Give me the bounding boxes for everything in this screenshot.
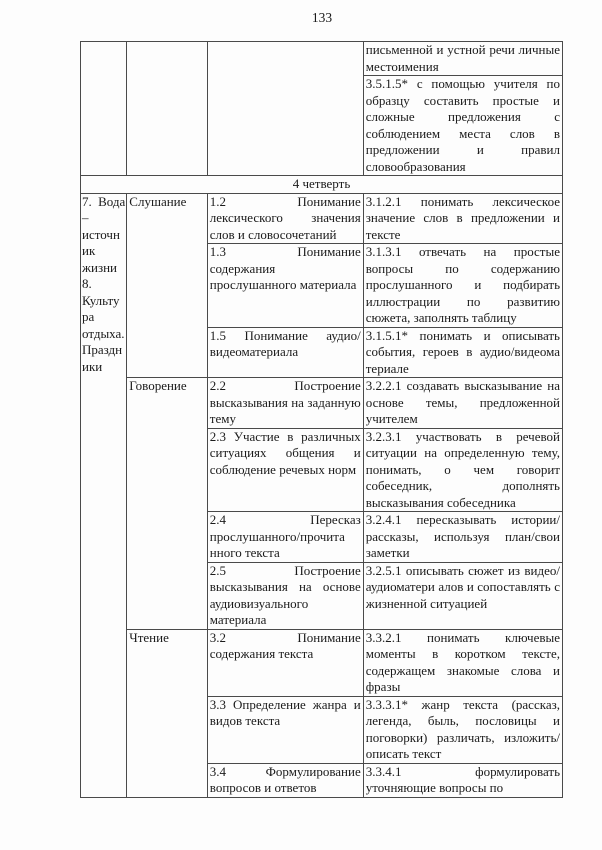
- subskill-cell: 1.3 Понимание содержания прослушанного материала: [207, 244, 363, 328]
- objective-cell: 3.3.4.1 формулировать уточняющие вопросы по: [363, 763, 562, 797]
- objective-cell: 3.3.2.1 понимать ключевые моменты в коротком тексте, содержащем знакомые слова и фразы: [363, 629, 562, 696]
- objective-cell: 3.1.2.1 понимать лексическое значение слов в предложении и тексте: [363, 193, 562, 244]
- skill-cell: Говорение: [127, 378, 208, 630]
- objective-cell: письменной и устной речи личные местоимения: [363, 42, 562, 76]
- skill-cell: Чтение: [127, 629, 208, 797]
- objective-cell: 3.2.2.1 создавать высказывание на основе темы, предложенной учителем: [363, 378, 562, 429]
- subskill-cell: 1.2 Понимание лексического значения слов и словосочетаний: [207, 193, 363, 244]
- subskill-cell: 3.2 Понимание содержания текста: [207, 629, 363, 696]
- subskill-cell: 2.4 Пересказ прослушанного/прочита нного текста: [207, 512, 363, 563]
- objective-cell: 3.2.5.1 описывать сюжет из видео/аудиоматери алов и сопоставлять с жизненной ситуацией: [363, 562, 562, 629]
- subskill-cell: 3.3 Определение жанра и видов текста: [207, 696, 363, 763]
- objective-cell: 3.5.1.5* с помощью учителя по образцу составить простые и сложные предложения с соблюдением места слов в предложении и правил словообразования: [363, 76, 562, 176]
- empty-skill-cell: [127, 42, 208, 176]
- objective-cell: 3.3.3.1* жанр текста (рассказ, легенда, быль, пословицы и поговорки) различать, изложить/описать текст: [363, 696, 562, 763]
- subskill-cell: 2.2 Построение высказывания на заданную тему: [207, 378, 363, 429]
- theme-cell: 7. Вода – источник жизни 8. Культура отдыха. Праздники: [81, 193, 127, 797]
- empty-theme-cell: [81, 42, 127, 176]
- subskill-cell: 3.4 Формулирование вопросов и ответов: [207, 763, 363, 797]
- objective-cell: 3.1.5.1* понимать и описывать события, героев в аудио/видеома териале: [363, 327, 562, 378]
- page-number: 133: [311, 10, 333, 25]
- objective-cell: 3.2.3.1 участвовать в речевой ситуации на определенную тему, понимать, о чем говорит собеседник, дополнять высказывания собеседника: [363, 428, 562, 512]
- empty-subskill-cell: [207, 42, 363, 176]
- curriculum-table: [80, 41, 563, 798]
- objective-cell: 3.2.4.1 пересказывать истории/рассказы, используя план/свои заметки: [363, 512, 562, 563]
- subskill-cell: 2.5 Построение высказывания на основе аудиовизуального материала: [207, 562, 363, 629]
- skill-cell: Слушание: [127, 193, 208, 378]
- subskill-cell: 2.3 Участие в различных ситуациях общения и соблюдение речевых норм: [207, 428, 363, 512]
- quarter-header-cell: 4 четверть: [81, 176, 563, 194]
- subskill-cell: 1.5 Понимание аудио/видеоматериала: [207, 327, 363, 378]
- objective-cell: 3.1.3.1 отвечать на простые вопросы по содержанию прослушанного и подбирать иллюстрации по развитию сюжета, заполнять таблицу: [363, 244, 562, 328]
